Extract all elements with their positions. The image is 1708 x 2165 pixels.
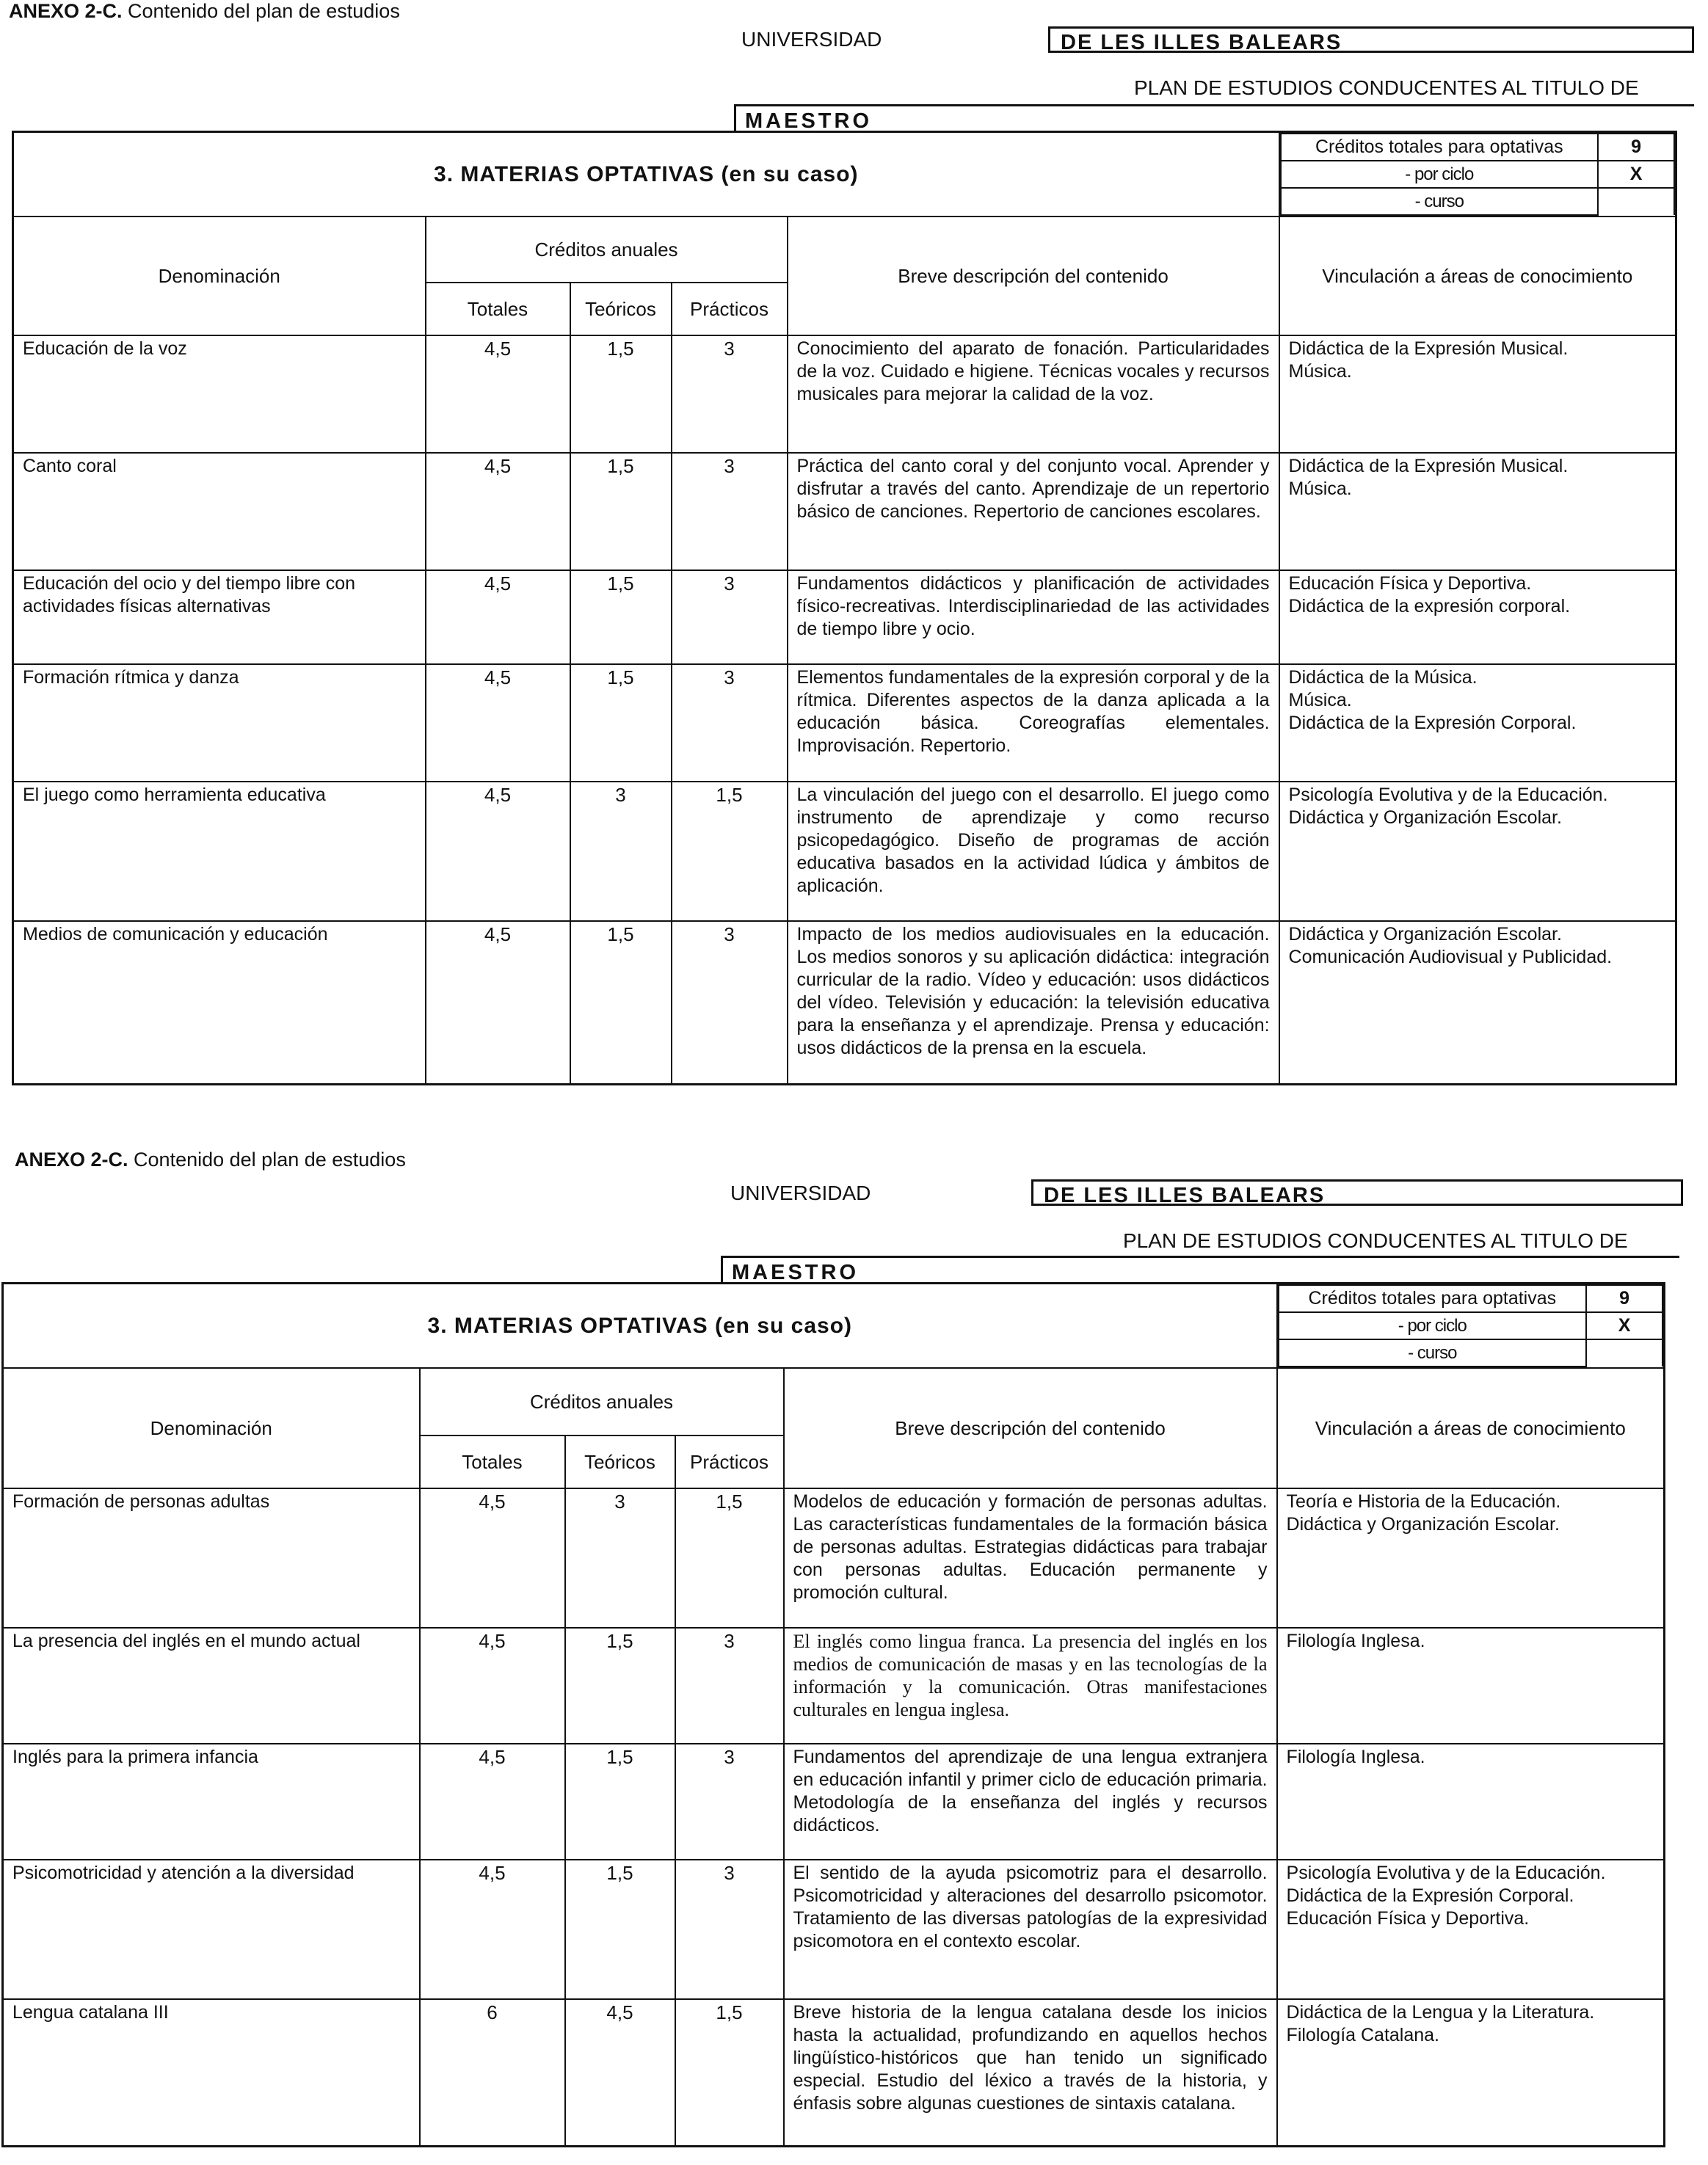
credits-theory: 3 bbox=[570, 782, 672, 921]
subject-description: Breve historia de la lengua catalana desde los inicios hasta la actualidad, profundizando en aquellos hechos lingüístico-históricos que han tenido un significado especial. Estudio del léxico a través de la historia, y énfasis sobre algunas cuestiones de sintaxis catalana. bbox=[784, 1999, 1277, 2146]
credits-practice: 3 bbox=[672, 335, 788, 453]
university-label: UNIVERSIDAD bbox=[730, 1182, 871, 1204]
subject-name: El juego como herramienta educativa bbox=[13, 782, 426, 921]
table-row bbox=[3, 1999, 1665, 2146]
degree-name: MAESTRO bbox=[721, 1256, 1679, 1284]
table-row bbox=[13, 453, 1676, 570]
subject-name: Educación de la voz bbox=[13, 335, 426, 453]
credits-total: 4,5 bbox=[426, 921, 570, 1084]
header-theory: Teóricos bbox=[570, 283, 672, 335]
credits-total-label: Créditos totales para optativas bbox=[1281, 134, 1599, 161]
knowledge-areas: Filología Inglesa. bbox=[1277, 1628, 1665, 1744]
knowledge-areas: Didáctica de la Expresión Musical. Música. bbox=[1279, 335, 1676, 453]
subject-name: Psicomotricidad y atención a la diversidad bbox=[3, 1860, 420, 1999]
credits-theory: 3 bbox=[565, 1488, 675, 1628]
header-name: Denominación bbox=[13, 216, 426, 335]
header-total: Totales bbox=[420, 1436, 565, 1488]
credits-practice: 3 bbox=[675, 1628, 784, 1744]
credits-theory: 1,5 bbox=[570, 335, 672, 453]
subject-description: Fundamentos didácticos y planificación de actividades físico-recreativas. Interdisciplinariedad de las actividades de tiempo libre y ocio. bbox=[788, 570, 1279, 664]
credits-total-value: 9 bbox=[1586, 1285, 1662, 1312]
credits-practice: 1,5 bbox=[675, 1488, 784, 1628]
credits-total: 4,5 bbox=[426, 570, 570, 664]
university-label: UNIVERSIDAD bbox=[741, 28, 882, 51]
subject-name: Formación de personas adultas bbox=[3, 1488, 420, 1628]
subject-description: La vinculación del juego con el desarrollo. El juego como instrumento de aprendizaje y como recurso psicopedagógico. Diseño de programas de acción educativa basados en la actividad lúdica y ámbitos de aplicación. bbox=[788, 782, 1279, 921]
credits-theory: 1,5 bbox=[570, 664, 672, 782]
header-credits: Créditos anuales bbox=[420, 1368, 784, 1436]
credits-theory: 1,5 bbox=[570, 570, 672, 664]
table-row bbox=[3, 1860, 1665, 1999]
university-name: DE LES ILLES BALEARS bbox=[1031, 1179, 1683, 1206]
knowledge-areas: Filología Inglesa. bbox=[1277, 1744, 1665, 1860]
header-theory: Teóricos bbox=[565, 1436, 675, 1488]
credits-theory: 1,5 bbox=[565, 1860, 675, 1999]
subject-name: Educación del ocio y del tiempo libre con actividades físicas alternativas bbox=[13, 570, 426, 664]
subject-description: El inglés como lingua franca. La presencia del inglés en los medios de comunicación de masas y en las tecnologías de la información y la comunicación. Otras manifestaciones culturales en lengua inglesa. bbox=[784, 1628, 1277, 1744]
optional-subjects-table bbox=[1, 1282, 1665, 2147]
subject-description: Modelos de educación y formación de personas adultas. Las características fundamentales de la formación básica de personas adultas. Estrategias didácticas para trabajar con personas adultas. Educación permanente y promoción cultural. bbox=[784, 1488, 1277, 1628]
subject-name: La presencia del inglés en el mundo actual bbox=[3, 1628, 420, 1744]
subject-description: El sentido de la ayuda psicomotriz para el desarrollo. Psicomotricidad y alteraciones del desarrollo psicomotor. Tratamiento de las diversas patologías de la expresividad psicomotora en el contexto escolar. bbox=[784, 1860, 1277, 1999]
credits-theory: 4,5 bbox=[565, 1999, 675, 2146]
table-row bbox=[3, 1488, 1665, 1628]
knowledge-areas: Teoría e Historia de la Educación. Didáctica y Organización Escolar. bbox=[1277, 1488, 1665, 1628]
subject-description: Elementos fundamentales de la expresión corporal y de la rítmica. Diferentes aspectos de la danza aplicada a la educación básica. Coreografías elementales. Improvisación. Repertorio. bbox=[788, 664, 1279, 782]
credits-practice: 1,5 bbox=[672, 782, 788, 921]
credits-practice: 3 bbox=[675, 1744, 784, 1860]
knowledge-areas: Didáctica y Organización Escolar. Comunicación Audiovisual y Publicidad. bbox=[1279, 921, 1676, 1084]
table-row bbox=[13, 664, 1676, 782]
university-name: DE LES ILLES BALEARS bbox=[1048, 26, 1694, 53]
subject-description: Impacto de los medios audiovisuales en la educación. Los medios sonoros y su aplicación didáctica: integración curricular de la radio. Vídeo y educación: usos didácticos del vídeo. Televisión y educación: la televisión educativa para la enseñanza y el aprendizaje. Prensa y educación: usos didácticos de la prensa en la escuela. bbox=[788, 921, 1279, 1084]
subject-name: Lengua catalana III bbox=[3, 1999, 420, 2146]
credits-theory: 1,5 bbox=[565, 1744, 675, 1860]
per-course-label: - curso bbox=[1279, 1339, 1587, 1367]
table-row bbox=[13, 335, 1676, 453]
credits-total: 4,5 bbox=[426, 664, 570, 782]
table-row bbox=[3, 1628, 1665, 1744]
page-2 bbox=[0, 1149, 1708, 2165]
per-cycle-value: X bbox=[1586, 1312, 1662, 1339]
subject-description: Conocimiento del aparato de fonación. Particularidades de la voz. Cuidado e higiene. Técnicas vocales y recursos musicales para mejorar la calidad de la voz. bbox=[788, 335, 1279, 453]
credits-total-label: Créditos totales para optativas bbox=[1279, 1285, 1587, 1312]
knowledge-areas: Didáctica de la Lengua y la Literatura. Filología Catalana. bbox=[1277, 1999, 1665, 2146]
credits-total: 6 bbox=[420, 1999, 565, 2146]
per-cycle-label: - por ciclo bbox=[1281, 161, 1599, 188]
header-description: Breve descripción del contenido bbox=[788, 216, 1279, 335]
header-areas: Vinculación a áreas de conocimiento bbox=[1277, 1368, 1665, 1488]
header-credits: Créditos anuales bbox=[426, 216, 788, 283]
knowledge-areas: Psicología Evolutiva y de la Educación. Didáctica de la Expresión Corporal. Educación Física y Deportiva. bbox=[1277, 1860, 1665, 1999]
credits-practice: 1,5 bbox=[675, 1999, 784, 2146]
degree-name: MAESTRO bbox=[734, 104, 1694, 132]
credits-total: 4,5 bbox=[420, 1860, 565, 1999]
header-practice: Prácticos bbox=[675, 1436, 784, 1488]
credits-summary bbox=[1279, 132, 1676, 217]
table-row bbox=[13, 921, 1676, 1084]
plan-label: PLAN DE ESTUDIOS CONDUCENTES AL TITULO DE bbox=[1123, 1229, 1628, 1252]
per-course-value bbox=[1586, 1339, 1662, 1367]
knowledge-areas: Psicología Evolutiva y de la Educación. Didáctica y Organización Escolar. bbox=[1279, 782, 1676, 921]
credits-theory: 1,5 bbox=[570, 921, 672, 1084]
credits-practice: 3 bbox=[672, 664, 788, 782]
credits-theory: 1,5 bbox=[570, 453, 672, 570]
credits-total: 4,5 bbox=[426, 335, 570, 453]
knowledge-areas: Educación Física y Deportiva. Didáctica de la expresión corporal. bbox=[1279, 570, 1676, 664]
table-row bbox=[3, 1744, 1665, 1860]
subject-name: Medios de comunicación y educación bbox=[13, 921, 426, 1084]
table-row bbox=[13, 570, 1676, 664]
credits-total: 4,5 bbox=[420, 1488, 565, 1628]
annex-title: ANEXO 2-C. Contenido del plan de estudios bbox=[9, 0, 400, 22]
subject-name: Formación rítmica y danza bbox=[13, 664, 426, 782]
credits-practice: 3 bbox=[672, 921, 788, 1084]
credits-total-value: 9 bbox=[1598, 134, 1674, 161]
credits-theory: 1,5 bbox=[565, 1628, 675, 1744]
knowledge-areas: Didáctica de la Música. Música. Didáctica de la Expresión Corporal. bbox=[1279, 664, 1676, 782]
header-total: Totales bbox=[426, 283, 570, 335]
per-cycle-value: X bbox=[1598, 161, 1674, 188]
subject-name: Canto coral bbox=[13, 453, 426, 570]
credits-summary bbox=[1277, 1284, 1665, 1369]
optional-subjects-table bbox=[12, 131, 1677, 1085]
credits-practice: 3 bbox=[672, 453, 788, 570]
knowledge-areas: Didáctica de la Expresión Musical. Música. bbox=[1279, 453, 1676, 570]
table-row bbox=[13, 782, 1676, 921]
subject-name: Inglés para la primera infancia bbox=[3, 1744, 420, 1860]
header-name: Denominación bbox=[3, 1368, 420, 1488]
per-course-label: - curso bbox=[1281, 188, 1599, 215]
subject-description: Fundamentos del aprendizaje de una lengua extranjera en educación infantil y primer ciclo de educación primaria. Metodología de la enseñanza del inglés y recursos didácticos. bbox=[784, 1744, 1277, 1860]
annex-title: ANEXO 2-C. Contenido del plan de estudios bbox=[15, 1149, 406, 1171]
credits-total: 4,5 bbox=[420, 1744, 565, 1860]
credits-practice: 3 bbox=[675, 1860, 784, 1999]
header-practice: Prácticos bbox=[672, 283, 788, 335]
per-cycle-label: - por ciclo bbox=[1279, 1312, 1587, 1339]
credits-practice: 3 bbox=[672, 570, 788, 664]
header-areas: Vinculación a áreas de conocimiento bbox=[1279, 216, 1676, 335]
header-description: Breve descripción del contenido bbox=[784, 1368, 1277, 1488]
credits-total: 4,5 bbox=[426, 782, 570, 921]
plan-label: PLAN DE ESTUDIOS CONDUCENTES AL TITULO DE bbox=[1134, 76, 1639, 99]
credits-total: 4,5 bbox=[420, 1628, 565, 1744]
subject-description: Práctica del canto coral y del conjunto vocal. Aprender y disfrutar a través del canto. Aprendizaje de un repertorio básico de canciones. Repertorio de canciones escolares. bbox=[788, 453, 1279, 570]
credits-total: 4,5 bbox=[426, 453, 570, 570]
per-course-value bbox=[1598, 188, 1674, 215]
section-title: 3. MATERIAS OPTATIVAS (en su caso) bbox=[3, 1284, 1277, 1369]
section-title: 3. MATERIAS OPTATIVAS (en su caso) bbox=[13, 132, 1279, 217]
